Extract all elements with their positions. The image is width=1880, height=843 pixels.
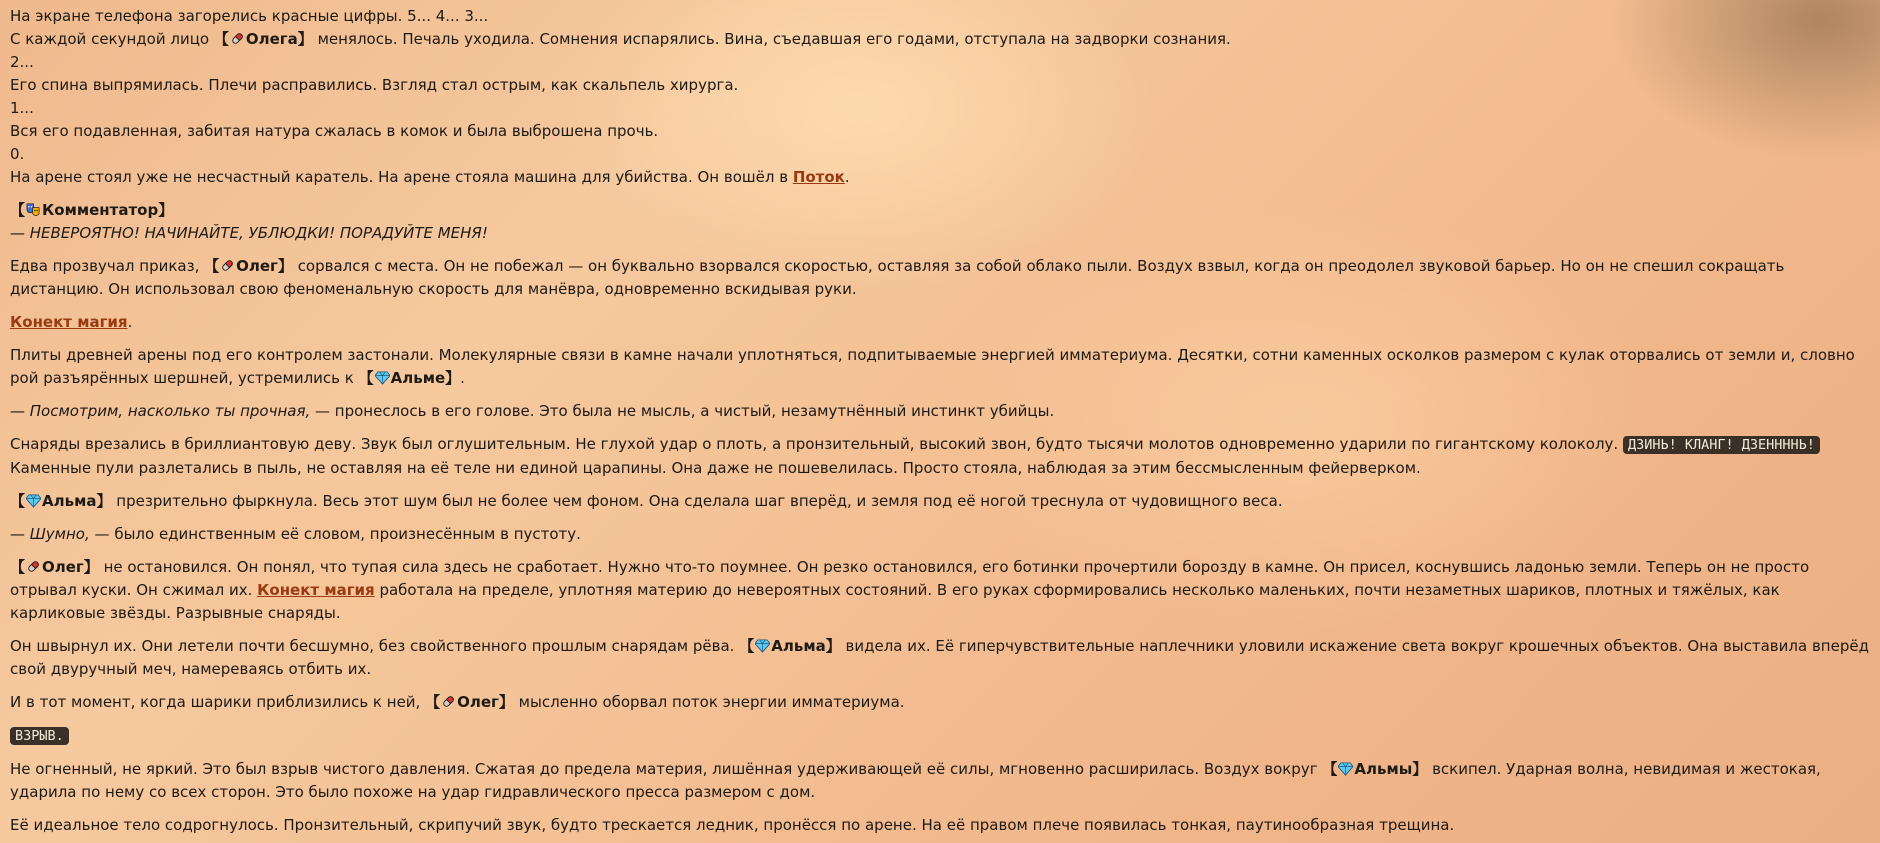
line-arena — [10, 166, 1872, 189]
story-text — [10, 5, 1872, 837]
paragraph-crack: Её идеальное тело содрогнулось. Пронзительный, скрипучий звук, будто трескается ледник, пронёсся по арене. На её правом плече появилась тонкая, паутинообразная трещина. — [10, 816, 1455, 834]
text: не остановился. Он понял, что тупая сила здесь не сработает. Нужно что-то поумнее. Он резко остановился, его ботинки прочертили борозду в камне. Он присел, коснувшись ладонью земли. Теперь он не просто отрывал куски. Он сжимал их. — [10, 558, 1810, 599]
character-tag-alma[interactable] — [10, 492, 112, 510]
tag-bracket: 】 — [277, 257, 293, 275]
text: — было единственным её словом, произнесённым в пустоту. — [94, 525, 581, 543]
tag-name: Олега — [245, 30, 298, 48]
pill-icon — [220, 258, 235, 273]
line-nature: Вся его подавленная, забитая натура сжалась в комок и была выброшена прочь. — [10, 122, 659, 140]
tag-bracket: 【 — [1322, 760, 1338, 778]
punct: . — [127, 313, 133, 331]
tag-name: Олег — [42, 558, 84, 576]
text: вскипел. Ударная волна, невидимая и жестокая, ударила по нему со всех сторон. Это было похоже на удар гидравлического пресса размером с дом. — [10, 760, 1821, 801]
tag-name: Альма — [771, 637, 826, 655]
gem-icon — [26, 493, 41, 508]
text: сорвался с места. Он не побежал — он буквально взорвался скоростью, оставляя за собой облако пыли. Воздух взвыл, когда он преодолел звуковой барьер. Но он не спешил сокращать дистанцию. Он использовал свою феноменальную скорость для манёвра, одновременно вскидывая руки. — [10, 257, 1785, 298]
theater-masks-icon — [26, 202, 41, 217]
tag-bracket: 【 — [739, 637, 755, 655]
paragraph-plates — [10, 344, 1872, 390]
text-italic: — Посмотрим, насколько ты прочная, — [10, 402, 311, 420]
text: И в тот момент, когда шарики приблизились к ней, — [10, 693, 421, 711]
tag-name: Олег — [236, 257, 278, 275]
paragraph-explosion — [10, 724, 1872, 748]
tag-bracket: 【 — [358, 369, 374, 387]
line-countdown-2: 2... — [10, 53, 34, 71]
tag-name: Альме — [390, 369, 446, 387]
commentator-speech: — НЕВЕРОЯТНО! НАЧИНАЙТЕ, УБЛЮДКИ! ПОРАДУЙТЕ МЕНЯ! — [10, 224, 488, 242]
text: Он швырнул их. Они летели почти бесшумно, без свойственного прошлым снарядам рёва. — [10, 637, 735, 655]
line-countdown-1: На экране телефона загорелись красные цифры. 5... 4... 3... — [10, 7, 489, 25]
tag-bracket: 】 — [83, 558, 99, 576]
tag-name: Альма — [42, 492, 97, 510]
line-countdown-3: 1... — [10, 99, 34, 117]
character-tag-oleg[interactable] — [214, 30, 313, 48]
tag-bracket: 【 — [10, 201, 26, 219]
character-tag-oleg[interactable] — [204, 257, 293, 275]
tag-bracket: 【 — [10, 492, 26, 510]
explosion-code: ВЗРЫВ. — [10, 727, 69, 745]
character-tag-alma[interactable] — [359, 369, 461, 387]
character-tag-oleg[interactable] — [425, 693, 514, 711]
tag-bracket: 【 — [213, 30, 229, 48]
character-tag-commentator[interactable] — [10, 201, 173, 219]
text: — пронеслось в его голове. Это была не мысль, а чистый, незамутнённый инстинкт убийцы. — [315, 402, 1055, 420]
sound-effect-code: ДЗИНЬ! КЛАНГ! ДЗЕННННЬ! — [1623, 436, 1820, 454]
tag-bracket: 【 — [204, 257, 220, 275]
gem-icon — [375, 370, 390, 385]
punct: . — [460, 369, 465, 387]
punct: . — [844, 168, 850, 186]
gem-icon — [1338, 761, 1353, 776]
text: Едва прозвучал приказ, — [10, 257, 200, 275]
pill-icon — [26, 559, 41, 574]
tag-bracket: 】 — [498, 693, 514, 711]
tag-bracket: 【 — [425, 693, 441, 711]
gem-icon — [755, 638, 770, 653]
tag-bracket: 】 — [158, 201, 174, 219]
text-italic: — Шумно, — [10, 525, 90, 543]
link-konekt-magiya[interactable]: Конект магия — [10, 313, 128, 331]
line-back: Его спина выпрямилась. Плечи расправились. Взгляд стал острым, как скальпель хирурга. — [10, 76, 739, 94]
text: Не огненный, не яркий. Это был взрыв чистого давления. Сжатая до предела материя, лишённая удерживающей её силы, мгновенно расширилась. Воздух вокруг — [10, 760, 1318, 778]
tag-bracket: 】 — [297, 30, 313, 48]
tag-name: Комментатор — [42, 201, 159, 219]
paragraph-pressure — [10, 758, 1872, 804]
line-countdown-4: 0. — [10, 145, 25, 163]
tag-bracket: 】 — [445, 369, 461, 387]
pill-icon — [441, 694, 456, 709]
text: работала на пределе, уплотняя материю до невероятных состояний. В его руках сформировались несколько маленьких, почти незаметных шариков, плотных и тяжёлых, как карликовые звёзды. Разрывные снаряды. — [10, 581, 1780, 622]
paragraph-order — [10, 255, 1872, 301]
tag-name: Альмы — [1354, 760, 1413, 778]
tag-bracket: 【 — [10, 558, 26, 576]
paragraph-compress — [10, 556, 1872, 625]
paragraph-konekt — [10, 311, 1872, 334]
text: презрительно фыркнула. Весь этот шум был не более чем фоном. Она сделала шаг вперёд, и земля под её ногой треснула от чудовищного веса. — [116, 492, 1283, 510]
character-tag-oleg[interactable] — [10, 558, 99, 576]
character-tag-alma[interactable] — [739, 637, 841, 655]
paragraph-noisy — [10, 523, 1872, 546]
character-tag-alma[interactable] — [1322, 760, 1427, 778]
paragraph-throw — [10, 635, 1872, 681]
commentator-header — [10, 199, 1872, 222]
line-face — [10, 28, 1872, 51]
text: С каждой секундой лицо — [10, 30, 210, 48]
paragraph-shells — [10, 433, 1872, 480]
text: На арене стоял уже не несчастный каратель. На арене стояла машина для убийства. Он вошёл в — [10, 168, 789, 186]
paragraph-snort — [10, 490, 1872, 513]
text: Снаряды врезались в бриллиантовую деву. Звук был оглушительным. Не глухой удар о плоть, а пронзительный, высокий звон, будто тысячи молотов одновременно ударили по гигантскому колоколу. — [10, 435, 1619, 453]
text: мысленно оборвал поток энергии имматериума. — [518, 693, 905, 711]
tag-name: Олег — [457, 693, 499, 711]
paragraph-moment — [10, 691, 1872, 714]
link-konekt-magiya[interactable]: Конект магия — [257, 581, 375, 599]
tag-bracket: 】 — [825, 637, 841, 655]
pill-icon — [230, 31, 245, 46]
text: Плиты древней арены под его контролем застонали. Молекулярные связи в камне начали уплотняться, подпитываемые энергией имматериума. Десятки, сотни каменных осколков размером с кулак оторвались от земли и, словно рой разъярённых шершней, устремились к — [10, 346, 1855, 387]
tag-bracket: 】 — [96, 492, 112, 510]
text: менялось. Печаль уходила. Сомнения испарялись. Вина, съедавшая его годами, отступала на задворки сознания. — [317, 30, 1231, 48]
text: видела их. Её гиперчувствительные наплечники уловили искажение света вокруг крошечных объектов. Она выставила вперёд свой двуручный меч, намереваясь отбить их. — [10, 637, 1869, 678]
tag-bracket: 】 — [1412, 760, 1428, 778]
paragraph-thought — [10, 400, 1872, 423]
link-potok[interactable]: Поток — [792, 168, 845, 186]
text: Каменные пули разлетались в пыль, не оставляя на её теле ни единой царапины. Она даже не пошевелилась. Просто стояла, наблюдая за этим бессмысленным фейерверком. — [10, 459, 1421, 477]
